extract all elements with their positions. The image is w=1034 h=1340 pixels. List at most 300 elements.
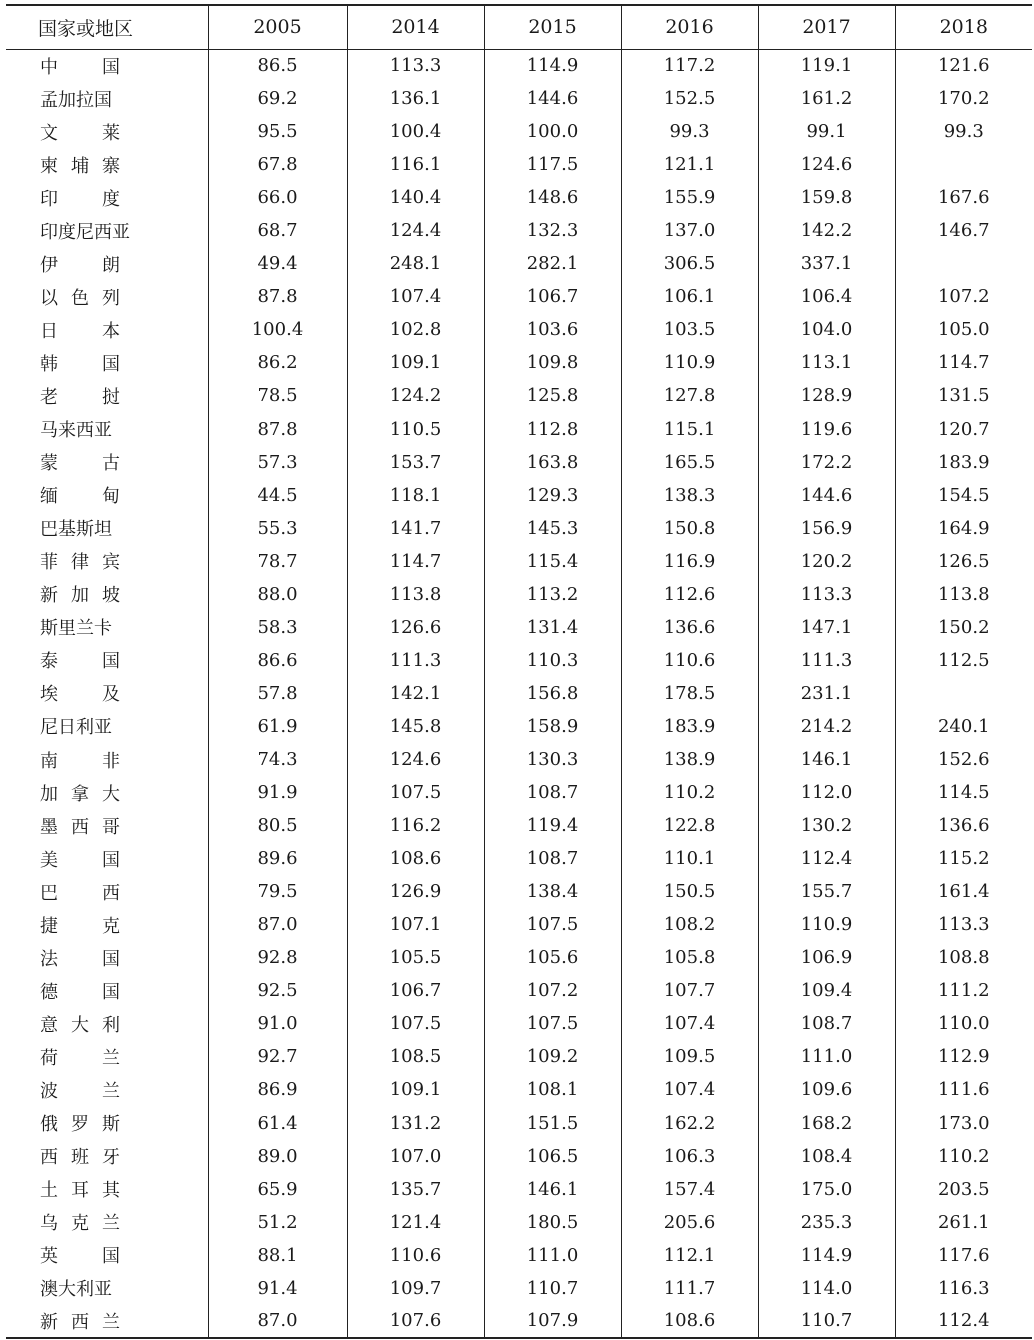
value-cell-2015: 110.3 [484,644,621,677]
table-row [6,1239,1032,1272]
row-country-cell [6,743,208,776]
value-cell-2005: 100.4 [208,313,347,346]
table-row [6,181,1032,214]
value-cell-2014: 124.2 [347,379,484,412]
value-cell-2005: 87.0 [208,1305,347,1338]
country-name: 马来西亚 [40,420,112,442]
value-cell-2014: 108.6 [347,842,484,875]
value-cell-2014: 109.1 [347,346,484,379]
row-country-cell [6,148,208,181]
row-country-cell [6,413,208,446]
value-cell-2015: 130.3 [484,743,621,776]
value-cell-2014: 248.1 [347,247,484,280]
country-name: 巴 西 [40,882,120,904]
value-cell-2014: 109.7 [347,1272,484,1305]
table-row [6,214,1032,247]
value-cell-2015: 158.9 [484,710,621,743]
row-country-cell [6,313,208,346]
value-cell-2018: 261.1 [895,1206,1032,1239]
value-cell-2015: 115.4 [484,545,621,578]
value-cell-2015: 117.5 [484,148,621,181]
value-cell-2016: 107.7 [621,974,758,1007]
value-cell-2014: 106.7 [347,974,484,1007]
country-name: 菲律宾 [40,552,120,574]
value-cell-2015: 119.4 [484,809,621,842]
country-name: 老 挝 [40,386,120,408]
value-cell-2014: 109.1 [347,1073,484,1106]
value-cell-2015: 282.1 [484,247,621,280]
country-name: 法 国 [40,948,120,970]
row-country-cell [6,379,208,412]
value-cell-2005: 65.9 [208,1173,347,1206]
row-country-cell [6,479,208,512]
value-cell-2018: 99.3 [895,115,1032,148]
row-country-cell [6,1272,208,1305]
value-cell-2014: 107.5 [347,776,484,809]
value-cell-2005: 86.5 [208,49,347,82]
value-cell-2016: 110.6 [621,644,758,677]
value-cell-2016: 137.0 [621,214,758,247]
value-cell-2017: 109.6 [758,1073,895,1106]
value-cell-2018: 154.5 [895,479,1032,512]
table-row [6,49,1032,82]
value-cell-2005: 58.3 [208,611,347,644]
value-cell-2018: 203.5 [895,1173,1032,1206]
country-name: 墨西哥 [40,816,120,838]
value-cell-2017: 113.3 [758,578,895,611]
price-index-table [6,4,1032,1339]
value-cell-2017: 128.9 [758,379,895,412]
value-cell-2015: 107.5 [484,908,621,941]
value-cell-2017: 175.0 [758,1173,895,1206]
table-row [6,379,1032,412]
value-cell-2017: 231.1 [758,677,895,710]
value-cell-2005: 61.4 [208,1107,347,1140]
value-cell-2015: 109.2 [484,1040,621,1073]
header-country: 国家或地区 [6,5,208,49]
row-country-cell [6,1040,208,1073]
table-row [6,776,1032,809]
table-row [6,809,1032,842]
value-cell-2016: 157.4 [621,1173,758,1206]
value-cell-2014: 102.8 [347,313,484,346]
table-row [6,115,1032,148]
value-cell-2014: 116.2 [347,809,484,842]
value-cell-2015: 138.4 [484,875,621,908]
value-cell-2005: 74.3 [208,743,347,776]
value-cell-2017: 214.2 [758,710,895,743]
value-cell-2016: 121.1 [621,148,758,181]
value-cell-2005: 78.7 [208,545,347,578]
country-name: 印度尼西亚 [40,221,130,243]
value-cell-2015: 100.0 [484,115,621,148]
value-cell-2015: 108.7 [484,842,621,875]
value-cell-2018: 114.7 [895,346,1032,379]
value-cell-2018: 136.6 [895,809,1032,842]
country-name: 孟加拉国 [40,89,112,111]
value-cell-2014: 145.8 [347,710,484,743]
value-cell-2015: 163.8 [484,446,621,479]
country-name: 乌克兰 [40,1213,120,1235]
value-cell-2015: 106.5 [484,1140,621,1173]
value-cell-2017: 168.2 [758,1107,895,1140]
value-cell-2005: 68.7 [208,214,347,247]
row-country-cell [6,512,208,545]
value-cell-2015: 144.6 [484,82,621,115]
value-cell-2015: 107.9 [484,1305,621,1338]
row-country-cell [6,1007,208,1040]
value-cell-2014: 107.0 [347,1140,484,1173]
table-row [6,1305,1032,1338]
value-cell-2017: 108.7 [758,1007,895,1040]
table-row [6,1272,1032,1305]
value-cell-2018: 131.5 [895,379,1032,412]
value-cell-2018: 113.8 [895,578,1032,611]
country-name: 中 国 [40,56,120,78]
country-name: 以色列 [40,287,120,309]
table-body [6,49,1032,1338]
table-row [6,313,1032,346]
table-row [6,611,1032,644]
value-cell-2005: 86.2 [208,346,347,379]
row-country-cell [6,842,208,875]
value-cell-2017: 144.6 [758,479,895,512]
header-year-2005: 2005 [208,5,347,49]
value-cell-2016: 108.2 [621,908,758,941]
country-name: 新加坡 [40,585,120,607]
value-cell-2016: 152.5 [621,82,758,115]
value-cell-2017: 110.7 [758,1305,895,1338]
table-row [6,1007,1032,1040]
value-cell-2014: 131.2 [347,1107,484,1140]
value-cell-2017: 106.9 [758,941,895,974]
value-cell-2005: 79.5 [208,875,347,908]
value-cell-2017: 124.6 [758,148,895,181]
country-name: 伊 朗 [40,254,120,276]
country-name: 巴基斯坦 [40,519,112,541]
value-cell-2018: 110.2 [895,1140,1032,1173]
value-cell-2015: 146.1 [484,1173,621,1206]
header-year-2014: 2014 [347,5,484,49]
value-cell-2017: 235.3 [758,1206,895,1239]
country-name: 澳大利亚 [40,1279,112,1301]
value-cell-2018: 150.2 [895,611,1032,644]
value-cell-2015: 113.2 [484,578,621,611]
value-cell-2015: 151.5 [484,1107,621,1140]
value-cell-2016: 116.9 [621,545,758,578]
value-cell-2005: 57.8 [208,677,347,710]
country-name: 土耳其 [40,1180,120,1202]
value-cell-2015: 129.3 [484,479,621,512]
value-cell-2005: 91.9 [208,776,347,809]
country-name: 美 国 [40,849,120,871]
table-row [6,578,1032,611]
value-cell-2018: 114.5 [895,776,1032,809]
row-country-cell [6,1239,208,1272]
row-country-cell [6,247,208,280]
country-name: 韩 国 [40,353,120,375]
country-name: 新西兰 [40,1311,120,1333]
value-cell-2018: 240.1 [895,710,1032,743]
value-cell-2018: 105.0 [895,313,1032,346]
value-cell-2015: 107.5 [484,1007,621,1040]
value-cell-2015: 180.5 [484,1206,621,1239]
value-cell-2005: 67.8 [208,148,347,181]
value-cell-2018: 126.5 [895,545,1032,578]
value-cell-2005: 95.5 [208,115,347,148]
value-cell-2014: 124.6 [347,743,484,776]
value-cell-2018: 113.3 [895,908,1032,941]
value-cell-2017: 172.2 [758,446,895,479]
value-cell-2017: 109.4 [758,974,895,1007]
value-cell-2017: 111.0 [758,1040,895,1073]
row-country-cell [6,181,208,214]
country-name: 荷 兰 [40,1047,120,1069]
row-country-cell [6,1206,208,1239]
value-cell-2016: 112.6 [621,578,758,611]
value-cell-2015: 103.6 [484,313,621,346]
value-cell-2018: 111.2 [895,974,1032,1007]
value-cell-2017: 108.4 [758,1140,895,1173]
table-row [6,82,1032,115]
value-cell-2018 [895,247,1032,280]
value-cell-2018: 107.2 [895,280,1032,313]
value-cell-2005: 78.5 [208,379,347,412]
table-row [6,875,1032,908]
table-row [6,446,1032,479]
value-cell-2014: 126.6 [347,611,484,644]
row-country-cell [6,82,208,115]
row-country-cell [6,710,208,743]
table-row [6,512,1032,545]
table-row [6,346,1032,379]
value-cell-2017: 104.0 [758,313,895,346]
value-cell-2015: 145.3 [484,512,621,545]
value-cell-2015: 107.2 [484,974,621,1007]
value-cell-2005: 87.0 [208,908,347,941]
value-cell-2015: 112.8 [484,413,621,446]
value-cell-2017: 110.9 [758,908,895,941]
value-cell-2005: 88.0 [208,578,347,611]
value-cell-2018: 183.9 [895,446,1032,479]
value-cell-2016: 306.5 [621,247,758,280]
value-cell-2018: 146.7 [895,214,1032,247]
value-cell-2016: 108.6 [621,1305,758,1338]
value-cell-2017: 159.8 [758,181,895,214]
value-cell-2016: 110.1 [621,842,758,875]
value-cell-2017: 99.1 [758,115,895,148]
value-cell-2015: 111.0 [484,1239,621,1272]
table-row [6,710,1032,743]
value-cell-2017: 112.4 [758,842,895,875]
row-country-cell [6,1305,208,1338]
value-cell-2015: 108.7 [484,776,621,809]
country-name: 德 国 [40,981,120,1003]
value-cell-2016: 155.9 [621,181,758,214]
country-name: 缅 甸 [40,486,120,508]
value-cell-2015: 106.7 [484,280,621,313]
value-cell-2015: 110.7 [484,1272,621,1305]
value-cell-2016: 107.4 [621,1073,758,1106]
row-country-cell [6,578,208,611]
country-name: 意大利 [40,1014,120,1036]
country-name: 南 非 [40,750,120,772]
value-cell-2005: 57.3 [208,446,347,479]
value-cell-2014: 107.5 [347,1007,484,1040]
value-cell-2014: 118.1 [347,479,484,512]
table-row [6,974,1032,1007]
value-cell-2005: 86.9 [208,1073,347,1106]
value-cell-2016: 110.2 [621,776,758,809]
value-cell-2005: 86.6 [208,644,347,677]
value-cell-2015: 108.1 [484,1073,621,1106]
value-cell-2018 [895,677,1032,710]
table-row [6,413,1032,446]
value-cell-2016: 112.1 [621,1239,758,1272]
value-cell-2014: 113.8 [347,578,484,611]
value-cell-2016: 165.5 [621,446,758,479]
value-cell-2014: 111.3 [347,644,484,677]
row-country-cell [6,611,208,644]
value-cell-2014: 141.7 [347,512,484,545]
value-cell-2017: 130.2 [758,809,895,842]
value-cell-2017: 119.6 [758,413,895,446]
value-cell-2017: 111.3 [758,644,895,677]
country-name: 印 度 [40,188,120,210]
value-cell-2014: 126.9 [347,875,484,908]
value-cell-2017: 119.1 [758,49,895,82]
value-cell-2018: 152.6 [895,743,1032,776]
value-cell-2018: 173.0 [895,1107,1032,1140]
value-cell-2017: 114.9 [758,1239,895,1272]
table-row [6,908,1032,941]
value-cell-2016: 105.8 [621,941,758,974]
row-country-cell [6,214,208,247]
value-cell-2005: 91.4 [208,1272,347,1305]
value-cell-2014: 114.7 [347,545,484,578]
table-row [6,941,1032,974]
row-country-cell [6,644,208,677]
value-cell-2017: 337.1 [758,247,895,280]
value-cell-2005: 87.8 [208,280,347,313]
row-country-cell [6,49,208,82]
row-country-cell [6,677,208,710]
value-cell-2017: 113.1 [758,346,895,379]
value-cell-2005: 49.4 [208,247,347,280]
value-cell-2015: 132.3 [484,214,621,247]
value-cell-2017: 106.4 [758,280,895,313]
value-cell-2018: 111.6 [895,1073,1032,1106]
country-name: 俄罗斯 [40,1114,120,1136]
value-cell-2018 [895,148,1032,181]
value-cell-2014: 113.3 [347,49,484,82]
value-cell-2016: 111.7 [621,1272,758,1305]
table-row [6,1073,1032,1106]
value-cell-2018: 170.2 [895,82,1032,115]
row-country-cell [6,776,208,809]
country-name: 文 莱 [40,122,120,144]
value-cell-2016: 150.5 [621,875,758,908]
value-cell-2016: 107.4 [621,1007,758,1040]
table-row [6,1140,1032,1173]
value-cell-2014: 107.6 [347,1305,484,1338]
country-name: 斯里兰卡 [40,618,112,640]
value-cell-2005: 91.0 [208,1007,347,1040]
value-cell-2016: 183.9 [621,710,758,743]
header-row [6,5,1032,49]
country-name: 日 本 [40,320,120,342]
country-name: 埃 及 [40,684,120,706]
value-cell-2015: 148.6 [484,181,621,214]
country-name: 英 国 [40,1246,120,1268]
value-cell-2015: 131.4 [484,611,621,644]
value-cell-2014: 121.4 [347,1206,484,1239]
header-year-2015: 2015 [484,5,621,49]
value-cell-2018: 112.4 [895,1305,1032,1338]
row-country-cell [6,974,208,1007]
value-cell-2018: 108.8 [895,941,1032,974]
value-cell-2014: 110.6 [347,1239,484,1272]
header-year-2017: 2017 [758,5,895,49]
country-name: 泰 国 [40,651,120,673]
value-cell-2015: 109.8 [484,346,621,379]
country-name: 加拿大 [40,783,120,805]
value-cell-2017: 112.0 [758,776,895,809]
country-name: 蒙 古 [40,453,120,475]
value-cell-2018: 112.5 [895,644,1032,677]
value-cell-2017: 155.7 [758,875,895,908]
row-country-cell [6,941,208,974]
value-cell-2016: 178.5 [621,677,758,710]
table-row [6,677,1032,710]
value-cell-2005: 88.1 [208,1239,347,1272]
country-name: 尼日利亚 [40,717,112,739]
country-name: 捷 克 [40,915,120,937]
value-cell-2016: 106.1 [621,280,758,313]
value-cell-2014: 140.4 [347,181,484,214]
value-cell-2016: 122.8 [621,809,758,842]
table-row [6,743,1032,776]
value-cell-2016: 150.8 [621,512,758,545]
value-cell-2016: 138.3 [621,479,758,512]
value-cell-2015: 105.6 [484,941,621,974]
table-row [6,842,1032,875]
table-row [6,1040,1032,1073]
value-cell-2005: 44.5 [208,479,347,512]
value-cell-2016: 205.6 [621,1206,758,1239]
value-cell-2014: 100.4 [347,115,484,148]
value-cell-2016: 103.5 [621,313,758,346]
row-country-cell [6,1073,208,1106]
value-cell-2016: 162.2 [621,1107,758,1140]
table-row [6,479,1032,512]
value-cell-2005: 89.6 [208,842,347,875]
table-row [6,1206,1032,1239]
table-row [6,148,1032,181]
row-country-cell [6,875,208,908]
value-cell-2018: 115.2 [895,842,1032,875]
value-cell-2014: 135.7 [347,1173,484,1206]
table-row [6,545,1032,578]
country-name: 波 兰 [40,1080,120,1102]
value-cell-2018: 110.0 [895,1007,1032,1040]
value-cell-2018: 112.9 [895,1040,1032,1073]
country-name: 西班牙 [40,1147,120,1169]
value-cell-2017: 156.9 [758,512,895,545]
value-cell-2016: 138.9 [621,743,758,776]
value-cell-2014: 107.1 [347,908,484,941]
value-cell-2015: 156.8 [484,677,621,710]
